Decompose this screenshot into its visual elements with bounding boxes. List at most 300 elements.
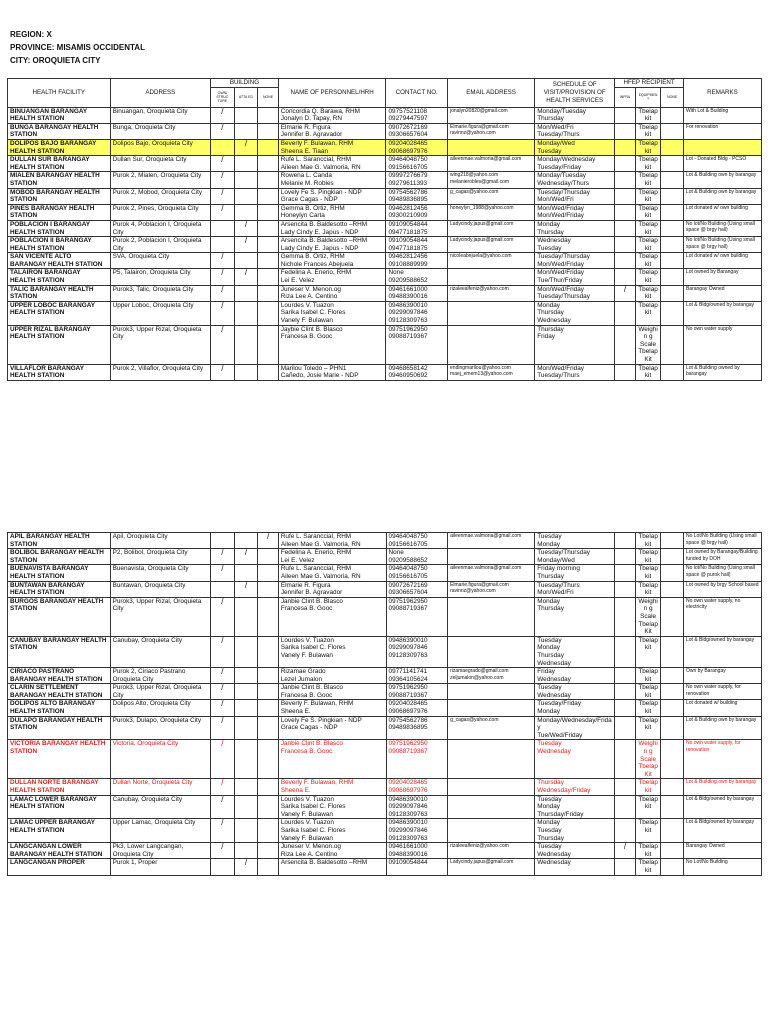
schedule-cell — [535, 285, 615, 301]
address-cell: P2, Bolibol, Oroquieta City — [110, 549, 211, 565]
remarks-cell — [683, 139, 761, 155]
contact-cell-line: 09464048750 — [388, 565, 428, 573]
building-att-mark: / — [234, 139, 258, 155]
building-none-mark — [258, 740, 279, 779]
remarks-cell: Lot owned by brgy School based — [683, 581, 761, 597]
contact-cell-line: 09486390010 — [388, 636, 428, 644]
hfep-infra-mark — [615, 533, 636, 549]
schedule-cell — [535, 716, 615, 740]
hfep-infra-mark — [615, 859, 636, 875]
schedule-cell-line: Thursday — [537, 779, 564, 787]
contact-cell-line: 09751962950 — [388, 325, 428, 333]
schedule-cell-line: Monday — [537, 301, 560, 309]
schedule-cell-line: Monday/Tuesday — [537, 172, 587, 180]
email-cell — [448, 172, 535, 188]
hfep-infra-mark — [615, 253, 636, 269]
email-cell-line: nicoleabejuela@yahoo.com — [450, 253, 512, 260]
email-cell-line: melanierobles@gmail.com — [450, 178, 510, 185]
table-row — [8, 269, 762, 285]
hfep-infra-mark — [615, 139, 636, 155]
table-row — [8, 107, 762, 123]
contact-cell-line: 09486390010 — [388, 301, 428, 309]
contact-cell-line: 09068697976 — [388, 708, 428, 716]
facility-name: DOLIPOS ALTO BARANGAY HEALTH STATION — [8, 700, 111, 716]
personnel-cell — [278, 565, 386, 581]
document-header — [10, 28, 145, 67]
hfep-equipment-cell: Tbelap kit — [635, 716, 661, 740]
hfep-equipment-cell: Tbelap kit — [635, 819, 661, 843]
building-att-mark: / — [234, 269, 258, 285]
building-att-mark — [234, 204, 258, 220]
schedule-cell — [535, 107, 615, 123]
remarks-cell: Lot & Bldg/owned by barangay — [683, 819, 761, 843]
building-none-mark — [258, 139, 279, 155]
personnel-cell-line: Jennifer B. Agravador — [280, 589, 343, 597]
schedule-cell-line: Monday/Tuesday — [537, 107, 587, 115]
contact-cell — [386, 237, 448, 253]
personnel-cell-line: Juneser V. Menon.og — [280, 285, 341, 293]
facility-name: APIL BARANGAY HEALTH STATION — [8, 533, 111, 549]
contact-cell — [386, 269, 448, 285]
remarks-cell: Lot donated w/ own building — [683, 253, 761, 269]
hfep-none-mark — [661, 716, 684, 740]
hfep-equipment-cell: Tbelap kit — [635, 565, 661, 581]
contact-cell-line: 09464048750 — [388, 533, 428, 540]
contact-cell — [386, 819, 448, 843]
facilities-table-2 — [7, 532, 762, 876]
schedule-cell-line: Thursday — [537, 115, 564, 123]
contact-cell — [386, 156, 448, 172]
building-att-mark — [234, 253, 258, 269]
contact-cell — [386, 253, 448, 269]
personnel-cell — [278, 204, 386, 220]
personnel-cell-line: Grace Cagas - NDP — [280, 724, 338, 732]
building-none-mark — [258, 172, 279, 188]
email-cell-line: ravinnz@yahoo.com — [450, 588, 496, 595]
building-own-mark: / — [211, 204, 235, 220]
contact-cell-line: 09461661000 — [388, 285, 428, 293]
address-cell: Upper Loboc, Oroquieta City — [110, 301, 211, 325]
contact-cell — [386, 123, 448, 139]
schedule-cell-line: Tuesday — [537, 636, 562, 644]
contact-cell-line: 09128309763 — [388, 317, 428, 325]
building-own-mark: / — [211, 253, 235, 269]
building-none-mark — [258, 188, 279, 204]
schedule-cell — [535, 269, 615, 285]
table-row — [8, 139, 762, 155]
remarks-cell: No Lot/No Building (Using small space @ brgy hall) — [683, 533, 761, 549]
building-none-mark — [258, 364, 279, 380]
schedule-cell-line: Mon/Wed/Friday — [537, 364, 584, 372]
personnel-cell-line: Rufe L. Saranccial, RHM — [280, 565, 352, 573]
personnel-cell — [278, 188, 386, 204]
personnel-cell-line: Francesa B. Gooc — [280, 605, 333, 613]
contact-cell — [386, 172, 448, 188]
table-row — [8, 684, 762, 700]
contact-cell-line: 09156616705 — [388, 163, 428, 171]
schedule-cell-line: Tuesday/Thurs — [537, 372, 580, 380]
contact-cell — [386, 795, 448, 819]
email-cell-line: Ladycindy.japus@gmail.com — [450, 859, 514, 866]
contact-cell-line: 09486390010 — [388, 819, 428, 827]
building-own-mark: / — [211, 716, 235, 740]
personnel-cell-line: Sheena E. Tiaan — [280, 147, 329, 155]
hfep-none-mark — [661, 188, 684, 204]
contact-cell — [386, 597, 448, 636]
building-own-mark: / — [211, 188, 235, 204]
remarks-cell: No own water supply, for renovation — [683, 684, 761, 700]
personnel-cell — [278, 819, 386, 843]
contact-cell-line: 09489836895 — [388, 196, 428, 204]
remarks-cell: Barangay Owned — [683, 285, 761, 301]
remarks-cell: No Lot/No Building — [683, 859, 761, 875]
personnel-cell-line: Aileen Mae G. Valmoria, RN — [280, 540, 361, 548]
address-cell: Purok 2, Mialen, Oroquieta City — [110, 172, 211, 188]
address-cell: Purok3, Upper Rizal, Oroquieta City — [110, 684, 211, 700]
contact-cell-line: 09088719367 — [388, 691, 428, 699]
personnel-cell — [278, 597, 386, 636]
building-own-mark: / — [211, 740, 235, 779]
remarks-cell: Lot & Building own by barangay — [683, 716, 761, 740]
hfep-none-mark — [661, 700, 684, 716]
email-cell — [448, 188, 535, 204]
contact-cell-line: 09156616705 — [388, 540, 428, 548]
personnel-cell-line: Fedelina A. Enerio, RHM — [280, 269, 352, 277]
schedule-cell — [535, 156, 615, 172]
personnel-cell-line: Lei E. Velez — [280, 556, 315, 564]
email-cell-line: aileenmae.valmoria@gmail.com — [450, 533, 522, 539]
address-cell: Purok 2, Pines, Oroquieta City — [110, 204, 211, 220]
hfep-none-mark — [661, 325, 684, 364]
table-row — [8, 597, 762, 636]
email-cell — [448, 779, 535, 795]
hfep-infra-mark — [615, 565, 636, 581]
contact-cell-line: 09279447597 — [388, 115, 428, 123]
hfep-none-mark — [661, 220, 684, 236]
contact-cell-line: 09088719367 — [388, 333, 428, 341]
contact-cell — [386, 204, 448, 220]
hfep-none-mark — [661, 779, 684, 795]
schedule-cell — [535, 779, 615, 795]
personnel-cell-line: Cañedo, Josie Marie - NDP — [280, 372, 359, 380]
personnel-cell-line: Juneser V. Menon.og — [280, 843, 341, 851]
schedule-cell-line: Tuesday — [537, 843, 562, 851]
remarks-cell: With Lot & Building — [683, 107, 761, 123]
personnel-cell — [278, 269, 386, 285]
contact-cell-line: 09204028465 — [388, 139, 428, 147]
schedule-cell-line: Tuesday/Thurs — [537, 131, 580, 139]
contact-cell-line: None — [388, 549, 404, 557]
facility-name: CLARIN SETTLEMENT BARANGAY HEALTH STATION — [8, 684, 111, 700]
email-cell — [448, 668, 535, 684]
schedule-cell-line: Tuesday/Thursday — [537, 549, 590, 557]
building-none-mark — [258, 301, 279, 325]
address-cell: Canubay, Oroquieta City — [110, 636, 211, 667]
personnel-cell — [278, 285, 386, 301]
personnel-cell — [278, 716, 386, 740]
personnel-cell-line: Francesa B. Gooc — [280, 691, 333, 699]
contact-cell-line: 09299097846 — [388, 309, 428, 317]
personnel-cell — [278, 237, 386, 253]
contact-cell-line: 09128309763 — [388, 651, 428, 659]
col-address: ADDRESS — [110, 79, 211, 108]
schedule-cell-line: Mon/Wed/Friday — [537, 285, 584, 293]
building-att-mark — [234, 779, 258, 795]
schedule-cell-line: Mon/Wed/Fri — [537, 589, 574, 597]
hfep-none-mark — [661, 597, 684, 636]
personnel-cell-line: Sheena E. — [280, 787, 311, 794]
contact-cell — [386, 565, 448, 581]
contact-cell — [386, 700, 448, 716]
email-cell — [448, 819, 535, 843]
email-cell — [448, 795, 535, 819]
schedule-cell-line: Thursday — [537, 309, 564, 317]
contact-cell-line: 09462812456 — [388, 253, 428, 261]
contact-cell-line: 09156616705 — [388, 572, 428, 580]
building-none-mark — [258, 859, 279, 875]
schedule-cell-line: Mon/Wed/Friday — [537, 269, 584, 277]
remarks-cell: Lot & Building own by barangay — [683, 172, 761, 188]
hfep-equipment-cell: Tbelap kit — [635, 843, 661, 859]
table-row — [8, 581, 762, 597]
col-facility: HEALTH FACILITY — [8, 79, 111, 108]
schedule-cell-line: Mon/Wed/Friday — [537, 260, 584, 268]
table-row — [8, 204, 762, 220]
facility-name: VICTORIA BARANGAY HEALTH STATION — [8, 740, 111, 779]
schedule-cell-line: Wednesday — [537, 659, 571, 667]
building-att-mark — [234, 364, 258, 380]
schedule-cell-line: Monday — [537, 708, 560, 716]
schedule-cell — [535, 684, 615, 700]
building-own-mark: / — [211, 700, 235, 716]
contact-cell-line: 09088719367 — [388, 605, 428, 613]
schedule-cell-line: Monday — [537, 644, 560, 652]
address-cell: Bunga, Oroquieta City — [110, 123, 211, 139]
schedule-cell — [535, 636, 615, 667]
col-contact: CONTACT NO. — [386, 79, 448, 108]
hfep-equipment-cell: Tbelap kit — [635, 668, 661, 684]
facility-name: BUENAVISTA BARANGAY HEALTH STATION — [8, 565, 111, 581]
building-own-mark: / — [211, 549, 235, 565]
facility-name: BUNTAWAN BARANGAY HEALTH STATION — [8, 581, 111, 597]
email-cell — [448, 533, 535, 549]
schedule-cell-line: Tue/Thur/Friday — [537, 277, 583, 285]
hfep-equipment-cell: Tbelap kit — [635, 188, 661, 204]
personnel-cell-line: Lourdes V. Tuazon — [280, 301, 334, 309]
schedule-cell-line: Mon/Wed/Friday — [537, 204, 584, 212]
building-own-mark — [211, 237, 235, 253]
hfep-infra-mark — [615, 325, 636, 364]
hfep-infra-mark — [615, 819, 636, 843]
contact-cell-line: 09751962950 — [388, 740, 428, 748]
building-own-mark: / — [211, 107, 235, 123]
hfep-equipment-cell: Tbelap kit — [635, 123, 661, 139]
table-row — [8, 716, 762, 740]
personnel-cell-line: Lezel Jumalon — [280, 675, 323, 683]
personnel-cell — [278, 253, 386, 269]
contact-cell-line: 09204028465 — [388, 700, 428, 708]
hfep-equipment-cell: Tbelap kit — [635, 581, 661, 597]
personnel-cell-line: Elmarie R. Figura — [280, 123, 331, 131]
building-none-mark — [258, 636, 279, 667]
building-own-mark: / — [211, 156, 235, 172]
email-cell-line: Elmarie.figura@gmail.com — [450, 581, 509, 588]
building-att-mark — [234, 188, 258, 204]
building-own-mark: / — [211, 819, 235, 843]
contact-cell-line: 09477181875 — [388, 228, 428, 236]
personnel-cell-line: Rufe L. Saranccial, RHM — [280, 156, 352, 164]
contact-cell-line: 09997276679 — [388, 172, 428, 180]
email-cell-line: Ladycindy.japus@gmail.com — [450, 237, 514, 244]
email-cell-line: Ladycindy.japus@gmail.com — [450, 220, 514, 227]
table-row — [8, 172, 762, 188]
hfep-none-mark — [661, 636, 684, 667]
hfep-equipment-cell: Tbelap kit — [635, 220, 661, 236]
contact-cell-line: 09299097846 — [388, 803, 428, 811]
facility-name: UPPER LOBOC BARANGAY HEALTH STATION — [8, 301, 111, 325]
schedule-cell-line: Mon/Wed/Fri — [537, 123, 574, 131]
remarks-cell: No lot/No Building (Using small space @ purok hall) — [683, 565, 761, 581]
building-none-mark — [258, 668, 279, 684]
schedule-cell-line: Wednesday/Thurs — [537, 179, 589, 187]
building-att-mark — [234, 795, 258, 819]
address-cell: Purok3, Talic, Oroquieta City — [110, 285, 211, 301]
facility-name: POBLACION II BARANGAY HEALTH STATION — [8, 237, 111, 253]
col-hfep-infra: INFRA — [615, 87, 636, 107]
hfep-none-mark — [661, 253, 684, 269]
table-row — [8, 700, 762, 716]
schedule-cell — [535, 843, 615, 859]
schedule-cell-line: Thursday — [537, 572, 564, 580]
building-att-mark — [234, 597, 258, 636]
facility-name: LAMAC UPPER BARANGAY HEALTH STATION — [8, 819, 111, 843]
facility-name: BURGOS BARANGAY HEALTH STATION — [8, 597, 111, 636]
hfep-equipment-cell: Tbelap kit — [635, 684, 661, 700]
hfep-equipment-cell: Weighin g Scale Tbelap Kit — [635, 325, 661, 364]
building-none-mark — [258, 253, 279, 269]
schedule-cell-line: Mon/Wed/Fri — [537, 196, 574, 204]
address-cell: Purok 4, Poblacion I, Oroquieta City — [110, 220, 211, 236]
col-hfep-none: NONE — [661, 87, 684, 107]
remarks-cell: No own water supply, no electricity — [683, 597, 761, 636]
schedule-cell — [535, 325, 615, 364]
personnel-cell-line: Arsencita B. Baldesotto –RHM — [280, 237, 368, 245]
schedule-cell — [535, 188, 615, 204]
personnel-cell-line: Elmarie R. Figura — [280, 581, 331, 589]
hfep-infra-mark — [615, 220, 636, 236]
address-cell: Buenavista, Oroquieta City — [110, 565, 211, 581]
contact-cell-line: 09128309763 — [388, 834, 428, 842]
table-row — [8, 188, 762, 204]
facility-name: CANUBAY BARANGAY HEALTH STATION — [8, 636, 111, 667]
facility-name: BUNGA BARANGAY HEALTH STATION — [8, 123, 111, 139]
schedule-cell — [535, 123, 615, 139]
personnel-cell-line: Beverly F. Bulawan, RHM — [280, 139, 354, 147]
contact-cell-line: 09486390010 — [388, 795, 428, 803]
schedule-cell-line: Monday — [537, 220, 560, 228]
personnel-cell-line: Gemma B. Ortiz, RHM — [280, 253, 345, 261]
personnel-cell-line: Riza Lee A. Centino — [280, 850, 338, 858]
schedule-cell-line: Monday — [537, 819, 560, 827]
contact-cell-line: 09488390016 — [388, 850, 428, 858]
email-cell-line: rizamaegrado@gmail.com — [450, 668, 509, 675]
schedule-cell — [535, 597, 615, 636]
table-row — [8, 819, 762, 843]
personnel-cell-line: Vanely F. Bulawan — [280, 317, 333, 325]
hfep-infra-mark — [615, 237, 636, 253]
address-cell: Purok 2, Mobod, Oroquieta City — [110, 188, 211, 204]
contact-cell-line: 09209588652 — [388, 277, 428, 285]
personnel-cell — [278, 123, 386, 139]
personnel-cell — [278, 740, 386, 779]
building-own-mark: / — [211, 684, 235, 700]
schedule-cell-line: Tuesday/Friday — [537, 163, 582, 171]
email-cell-line: rizaleealfeniz@yahoo.com — [450, 843, 509, 850]
building-none-mark — [258, 107, 279, 123]
personnel-cell-line: Jennifer B. Agravador — [280, 131, 343, 139]
remarks-cell: For renovation — [683, 123, 761, 139]
personnel-cell — [278, 700, 386, 716]
schedule-cell-line: Tuesday — [537, 684, 562, 692]
personnel-cell-line: Beverly F. Bulawan, RHM — [280, 700, 354, 708]
hfep-equipment-cell: Tbelap kit — [635, 285, 661, 301]
schedule-cell-line: Tuesday/Thursday — [537, 253, 590, 261]
address-cell: Purok 2, Ciriaco Pastrano Oroquieta City — [110, 668, 211, 684]
table-row — [8, 549, 762, 565]
schedule-cell — [535, 220, 615, 236]
contact-cell-line: 09468658142 — [388, 364, 428, 372]
schedule-cell — [535, 795, 615, 819]
personnel-cell-line: Arsencita B. Baldesotto –RHM — [280, 220, 368, 228]
email-cell — [448, 636, 535, 667]
building-own-mark — [211, 139, 235, 155]
col-hfep: HFEP RECIPIENT — [615, 79, 684, 88]
personnel-cell-line: Riza Lee A. Centino — [280, 293, 338, 301]
building-none-mark — [258, 156, 279, 172]
hfep-none-mark — [661, 156, 684, 172]
email-cell-line: wing218@yahoo.com — [450, 172, 499, 179]
email-cell-line: aileenmae.valmoria@gmail.com — [450, 156, 522, 163]
facility-name: POBLACION I BARANGAY HEALTH STATION — [8, 220, 111, 236]
personnel-cell-line: Sheena E. — [280, 708, 311, 716]
personnel-cell-line: Jonalyn D. Tapay, RN — [280, 115, 342, 123]
schedule-cell — [535, 139, 615, 155]
personnel-cell — [278, 301, 386, 325]
building-att-mark — [234, 301, 258, 325]
contact-cell — [386, 220, 448, 236]
table-row — [8, 301, 762, 325]
schedule-cell-line: Monday/Wednesday/Friday — [537, 716, 612, 732]
contact-cell-line: 09477181875 — [388, 244, 428, 252]
building-none-mark — [258, 819, 279, 843]
contact-cell-line: 09109054844 — [388, 237, 428, 245]
table-row — [8, 843, 762, 859]
col-email: EMAIL ADDRESS — [448, 79, 535, 108]
remarks-cell: No lot/No Building (Using small space @ brgy hall) — [683, 237, 761, 253]
email-cell — [448, 740, 535, 779]
facility-name: TALAIRON BARANGAY HEALTH STATION — [8, 269, 111, 285]
building-att-mark: / — [234, 859, 258, 875]
hfep-none-mark — [661, 107, 684, 123]
building-own-mark: / — [211, 269, 235, 285]
email-cell-line: rizaleealfeniz@yahoo.com — [450, 285, 509, 292]
email-cell-line: Elmarie.figura@gmail.com — [450, 123, 509, 130]
hfep-none-mark — [661, 549, 684, 565]
building-att-mark: / — [234, 220, 258, 236]
personnel-cell-line: Aileen Mae G. Valmoria, RN — [280, 163, 361, 171]
personnel-cell-line: Lei E. Velez — [280, 277, 315, 285]
schedule-cell-line: Wednesday — [537, 748, 571, 756]
